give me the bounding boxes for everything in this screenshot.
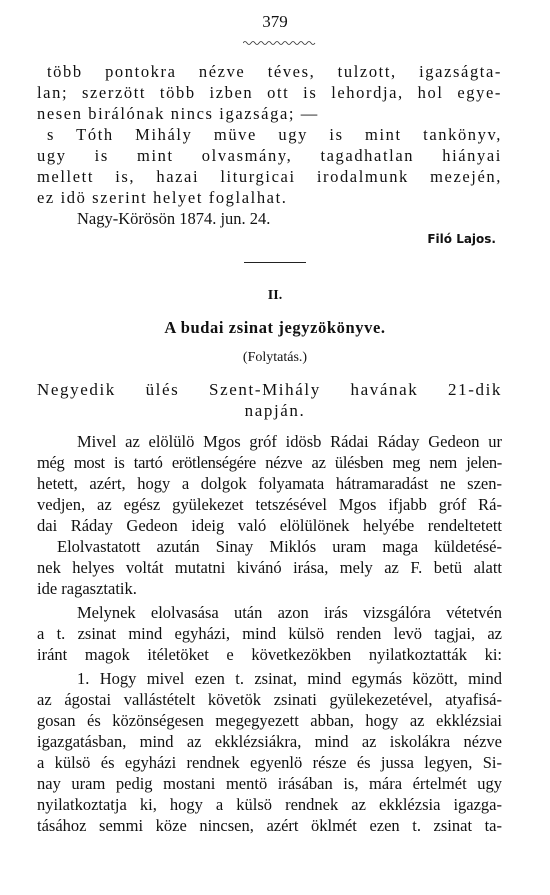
page-number-ornament [243, 40, 317, 46]
body-line: nay uram pedig mostani mentö irásában is, mára értelmét ugy [37, 774, 502, 793]
body-line: igazgatásban, mind az ekklézsiákra, mind az iskolákra nézve [37, 732, 502, 751]
session-heading-line: napján. [244, 401, 306, 420]
body-line: vedjen, az egész gyülekezet tetszésével Mgos ifjabb gróf Rá- [37, 495, 502, 514]
page-number: 379 [262, 12, 288, 31]
body-line: a t. zsinat mind egyházi, mind külsö renden levö tagjai, az [37, 624, 502, 643]
body-line: dai Ráday Gedeon ideig való elölülönek helyébe rendeltetett [37, 516, 502, 535]
body-line: gosan és közönségesen megegyezett abban, hogy az ekklézsiai [37, 711, 502, 730]
body-line: 1. Hogy mivel ezen t. zsinat, mind egymás között, mind [77, 669, 502, 688]
section-number: II. [267, 288, 283, 303]
body-line: ide ragasztatik. [37, 579, 137, 598]
body-line: hetett, azért, hogy a dolgok folyamata hátramaradást ne szen- [37, 474, 502, 493]
prev-text-line: mellett is, hazai liturgicai irodalmunk mezején, [37, 167, 502, 186]
body-line: a külsö és egyházi rendnek egyenlö része és jussa legyen, Si- [37, 753, 502, 772]
body-line: az ágostai vallástételt követök zsinati gyülekezetével, atyafisá- [37, 690, 502, 709]
section-divider [244, 262, 306, 263]
prev-text-line: nesen birálónak nincs igazsága; — [37, 104, 319, 123]
prev-text-line: ez idö szerint helyet foglalhat. [37, 188, 288, 207]
body-line: Elolvastatott azután Sinay Miklós uram maga küldetésé- [57, 537, 502, 556]
continued-note: (Folytatás.) [242, 350, 308, 365]
author-signature: Filó Lajos. [427, 232, 496, 246]
body-line: még most is tartó erötlenségére nézve az ülésben meg nem jelen- [37, 453, 502, 472]
body-line: tásához semmi köze nincsen, azért öklmét ezen t. zsinat ta- [37, 816, 502, 835]
body-line: Melynek elolvasása után azon irás vizsgálóra vétetvén [77, 603, 502, 622]
body-line: nek helyes voltát mutatni kivánó irása, mely az F. betü alatt [37, 558, 502, 577]
body-line: Mivel az elölülö Mgos gróf idösb Rádai Ráday Gedeon ur [77, 432, 502, 451]
prev-text-line: s Tóth Mihály müve ugy is mint tankönyv, [47, 125, 502, 144]
prev-text-line: ugy is mint olvasmány, tagadhatlan hiányai [37, 146, 502, 165]
article-title: A budai zsinat jegyzökönyve. [164, 318, 386, 337]
session-heading-line: Negyedik ülés Szent-Mihály havának 21-dik [37, 380, 502, 399]
body-line: iránt magok itéletöket e következökben nyilatkoztatták ki: [37, 645, 502, 664]
body-line: nyilatkoztatja ki, hogy a külsö rendnek az ekklézsia igazga- [37, 795, 502, 814]
prev-text-line: több pontokra nézve téves, tulzott, igazságta- [47, 62, 502, 81]
place-date-line: Nagy-Körösön 1874. jun. 24. [77, 209, 271, 228]
prev-text-line: lan; szerzött több izben ott is lehordja, hol egye- [37, 83, 502, 102]
